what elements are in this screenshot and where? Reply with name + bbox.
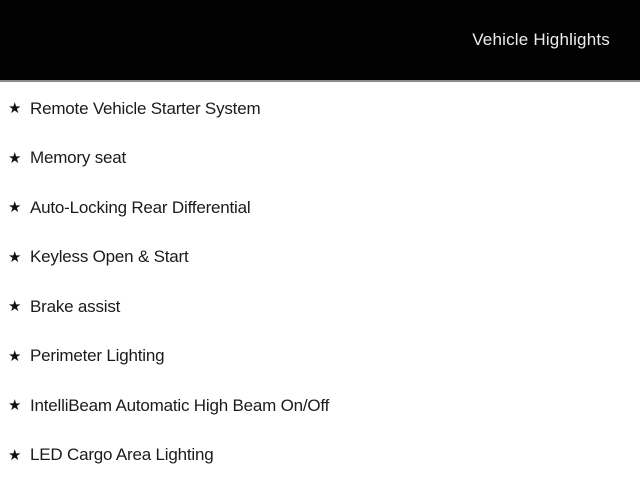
highlight-item [0,233,640,283]
highlight-item [0,282,640,332]
star-icon: ★ [8,298,22,316]
highlight-label: Memory seat [30,148,127,168]
highlight-item [0,332,640,382]
highlight-item [0,134,640,184]
star-icon: ★ [8,446,22,464]
star-icon: ★ [8,149,22,167]
highlight-item [0,431,640,480]
star-icon: ★ [8,397,22,415]
highlight-label: Perimeter Lighting [30,346,165,366]
star-icon: ★ [8,199,22,217]
star-icon: ★ [8,100,22,118]
highlight-label: Remote Vehicle Starter System [30,98,261,118]
highlights-list [0,84,640,480]
page-title: Vehicle Highlights [472,30,610,49]
highlight-label: Auto-Locking Rear Differential [30,197,251,217]
highlight-label: Keyless Open & Start [30,247,189,267]
highlight-label: LED Cargo Area Lighting [30,445,214,465]
highlight-label: IntelliBeam Automatic High Beam On/Off [30,395,330,415]
header-bar [0,0,640,82]
highlight-item [0,84,640,134]
highlight-item [0,183,640,233]
star-icon: ★ [8,347,22,365]
star-icon: ★ [8,248,22,266]
highlight-item [0,381,640,431]
highlight-label: Brake assist [30,296,121,316]
